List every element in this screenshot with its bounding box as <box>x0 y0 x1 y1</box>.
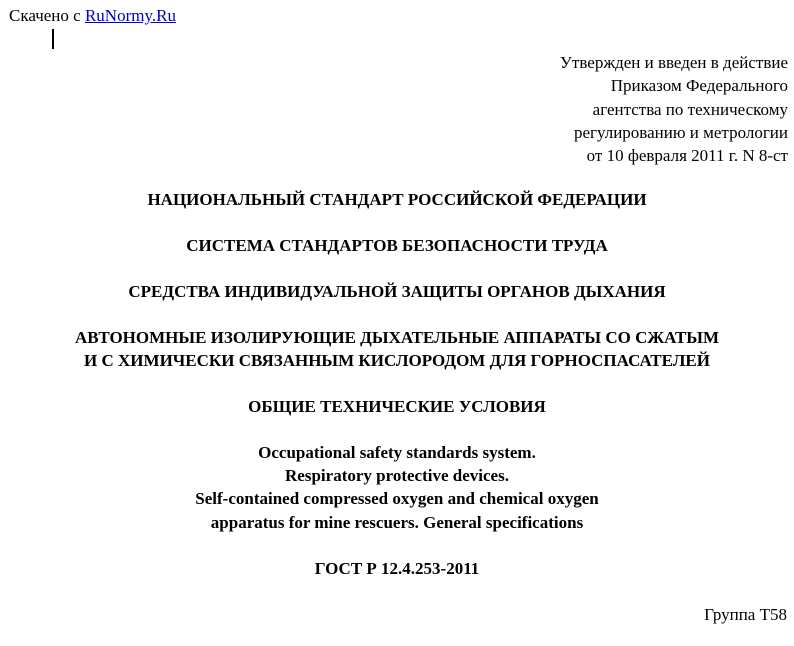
apparatus-heading-line: И С ХИМИЧЕСКИ СВЯЗАННЫМ КИСЛОРОДОМ ДЛЯ ГОРНОСПАСАТЕЛЕЙ <box>84 351 710 370</box>
english-title-line: Occupational safety standards system. <box>258 443 536 462</box>
download-prefix: Скачено с <box>9 6 85 25</box>
general-conditions-heading: ОБЩИЕ ТЕХНИЧЕСКИЕ УСЛОВИЯ <box>248 397 546 416</box>
download-source-line <box>9 5 176 27</box>
english-title <box>0 441 794 534</box>
national-standard-heading: НАЦИОНАЛЬНЫЙ СТАНДАРТ РОССИЙСКОЙ ФЕДЕРАЦИИ <box>147 190 647 209</box>
apparatus-heading-line: АВТОНОМНЫЕ ИЗОЛИРУЮЩИЕ ДЫХАТЕЛЬНЫЕ АППАРАТЫ СО СЖАТЫМ <box>74 328 720 347</box>
english-title-line: Respiratory protective devices. <box>285 466 509 486</box>
english-title-line: Self-contained compressed oxygen and chemical oxygen <box>195 489 599 509</box>
system-heading: СИСТЕМА СТАНДАРТОВ БЕЗОПАСНОСТИ ТРУДА <box>186 236 608 255</box>
approval-line: Приказом Федерального <box>610 76 788 96</box>
gost-number: ГОСТ Р 12.4.253-2011 <box>314 559 480 578</box>
approval-block <box>560 51 788 167</box>
apparatus-heading <box>0 326 794 372</box>
group-code: Группа Т58 <box>704 605 787 624</box>
approval-line: Утвержден и введен в действие <box>559 53 788 72</box>
approval-line: от 10 февраля 2011 г. N 8-ст <box>586 146 788 166</box>
text-cursor <box>52 29 54 49</box>
protection-heading: СРЕДСТВА ИНДИВИДУАЛЬНОЙ ЗАЩИТЫ ОРГАНОВ ДЫХАНИЯ <box>128 282 666 301</box>
runormy-link[interactable]: RuNormy.Ru <box>84 6 176 25</box>
english-title-line: apparatus for mine rescuers. General specifications <box>210 512 584 532</box>
approval-line: агентства по техническому <box>592 99 788 119</box>
approval-line: регулированию и метрологии <box>573 122 788 142</box>
